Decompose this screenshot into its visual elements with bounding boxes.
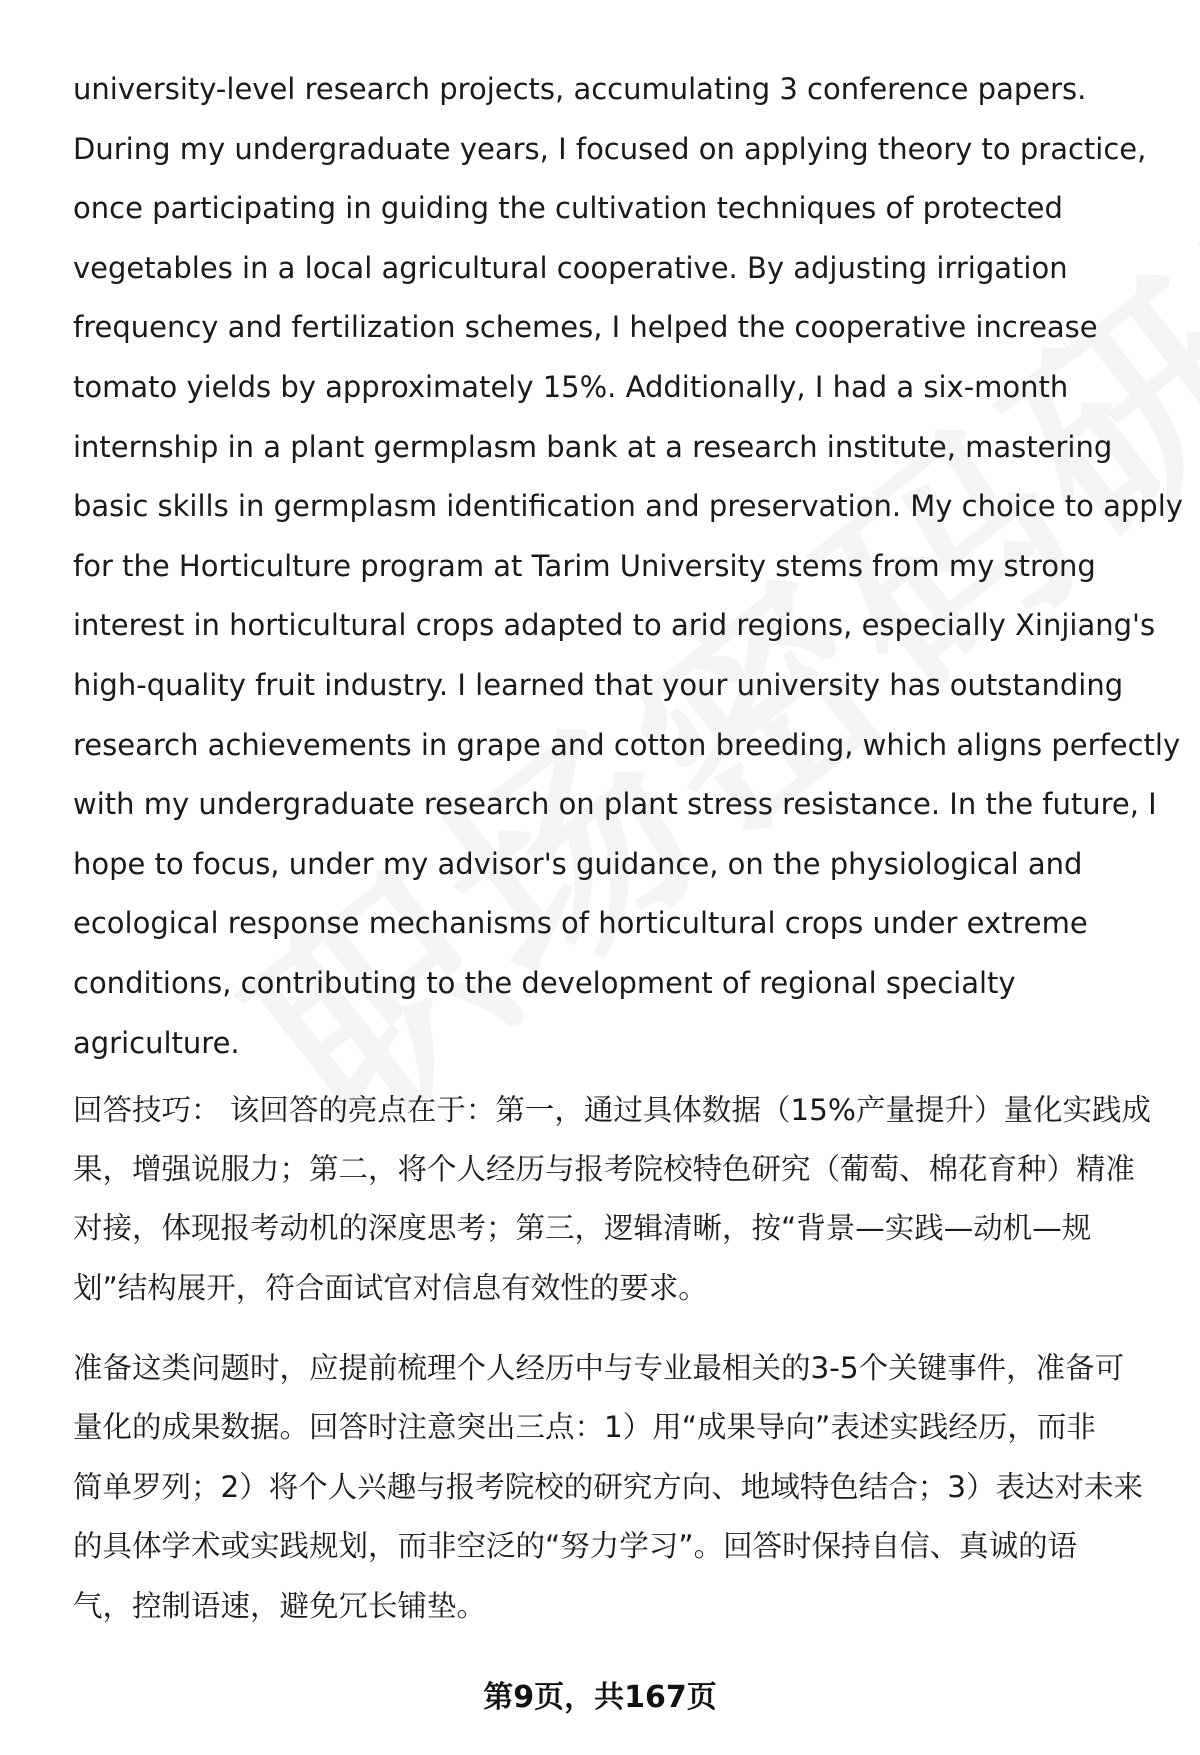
tips-line: 划”结构展开，符合面试官对信息有效性的要求。 bbox=[73, 1270, 708, 1305]
preparation-paragraph bbox=[73, 1348, 1153, 1645]
answer-line: internship in a plant germplasm bank at a research institute, mastering bbox=[73, 429, 1113, 464]
answer-line: university-level research projects, accumulating 3 conference papers. bbox=[73, 72, 1087, 106]
answer-line: conditions, contributing to the development of regional specialty bbox=[73, 965, 1016, 1000]
prep-line: 量化的成果数据。回答时注意突出三点：1）用“成果导向”表述实践经历，而非 bbox=[73, 1410, 1096, 1445]
answer-line: frequency and fertilization schemes, I helped the cooperative increase bbox=[73, 310, 1098, 345]
answer-line: interest in horticultural crops adapted to arid regions, especially Xinjiang's bbox=[73, 608, 1156, 643]
prep-line: 气，控制语速，避免冗长铺垫。 bbox=[73, 1588, 487, 1623]
answer-line: hope to focus, under my advisor's guidance, on the physiological and bbox=[73, 846, 1083, 881]
answer-line: agriculture. bbox=[73, 1025, 240, 1060]
tips-line: 回答技巧： 该回答的亮点在于：第一，通过具体数据（15%产量提升）量化实践成 bbox=[73, 1093, 1151, 1127]
answer-line: basic skills in germplasm identification and preservation. My choice to apply bbox=[73, 489, 1183, 524]
tips-line: 果，增强说服力；第二，将个人经历与报考院校特色研究（葡萄、棉花育种）精准 bbox=[73, 1152, 1136, 1187]
answer-line: with my undergraduate research on plant stress resistance. In the future, I bbox=[73, 787, 1157, 822]
prep-line: 准备这类问题时，应提前梳理个人经历中与专业最相关的3-5个关键事件，准备可 bbox=[73, 1351, 1125, 1385]
answer-line: for the Horticulture program at Tarim University stems from my strong bbox=[73, 548, 1096, 583]
answer-paragraph bbox=[73, 60, 1183, 1073]
answer-line: vegetables in a local agricultural cooperative. By adjusting irrigation bbox=[73, 250, 1068, 285]
page-number: 第9页，共167页 bbox=[483, 1680, 717, 1715]
answer-line: ecological response mechanisms of horticultural crops under extreme bbox=[73, 906, 1088, 941]
tips-line: 对接，体现报考动机的深度思考；第三，逻辑清晰，按“背景—实践—动机—规 bbox=[73, 1211, 1092, 1246]
answer-line: tomato yields by approximately 15%. Additionally, I had a six-month bbox=[73, 369, 1069, 404]
answer-tips-paragraph bbox=[73, 1090, 1153, 1327]
answer-line: high-quality fruit industry. I learned that your university has outstanding bbox=[73, 667, 1124, 702]
prep-line: 的具体学术或实践规划，而非空泛的“努力学习”。回答时保持自信、真诚的语 bbox=[73, 1529, 1078, 1564]
prep-line: 简单罗列；2）将个人兴趣与报考院校的研究方向、地域特色结合；3）表达对未来 bbox=[73, 1469, 1144, 1504]
answer-line: During my undergraduate years, I focused on applying theory to practice, bbox=[73, 131, 1147, 166]
answer-line: once participating in guiding the cultivation techniques of protected bbox=[73, 191, 1063, 226]
answer-line: research achievements in grape and cotton breeding, which aligns perfectly bbox=[73, 727, 1181, 762]
